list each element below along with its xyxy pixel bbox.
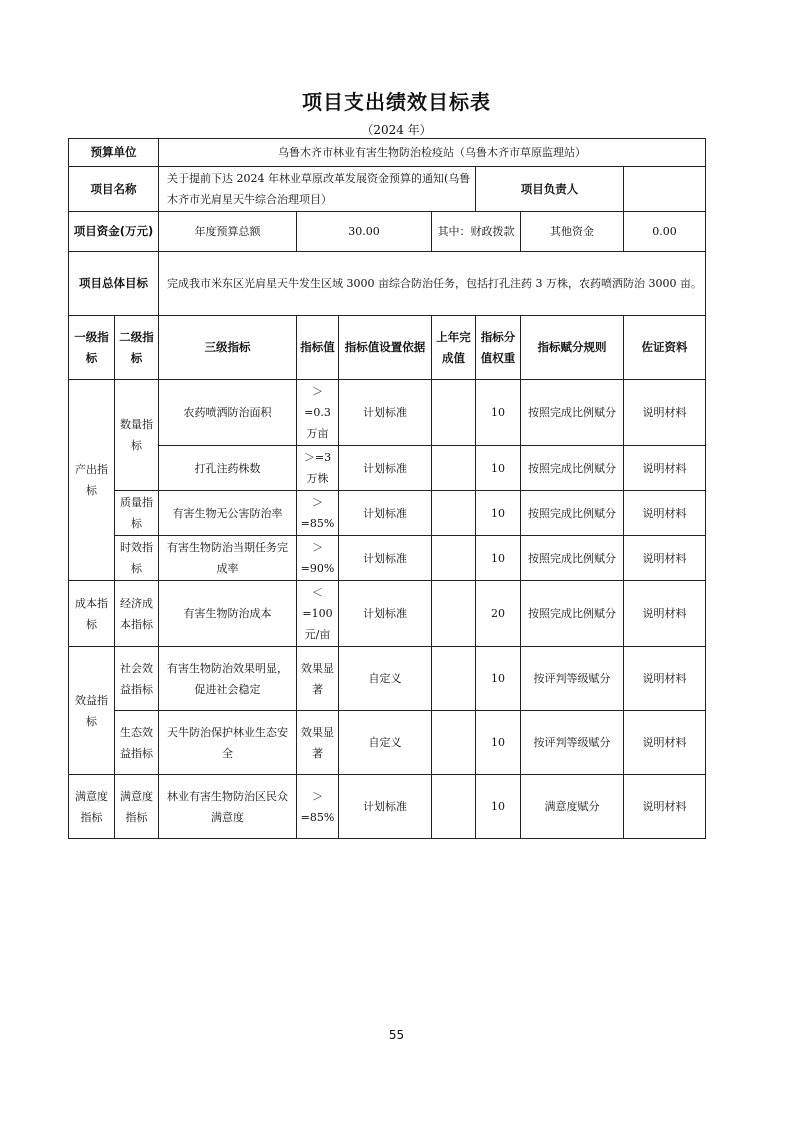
table-row [69,491,706,536]
indicator-last-year [432,536,476,581]
annual-budget-label: 年度预算总额 [159,212,297,252]
indicator-evidence: 说明材料 [624,581,706,647]
indicator-basis: 计划标准 [339,446,432,491]
indicator-rule: 按照完成比例赋分 [521,491,624,536]
indicator-target: ＞=85% [297,491,339,536]
group-benefit: 效益指标 [69,647,115,775]
indicator-rule: 按评判等级赋分 [521,647,624,711]
header-target: 指标值 [297,316,339,380]
indicator-rule: 按照完成比例赋分 [521,536,624,581]
project-name-label: 项目名称 [69,167,159,212]
group-timeliness: 时效指标 [115,536,159,581]
indicator-target: ＞=85% [297,775,339,839]
indicator-basis: 计划标准 [339,581,432,647]
indicator-name: 林业有害生物防治区民众满意度 [159,775,297,839]
page-title: 项目支出绩效目标表 [302,90,491,114]
table-row [69,581,706,647]
other-funds-label: 其他资金 [521,212,624,252]
project-funds-label: 项目资金(万元) [69,212,159,252]
indicator-evidence: 说明材料 [624,647,706,711]
indicator-basis: 计划标准 [339,536,432,581]
table-row [69,647,706,711]
group-satisfaction: 满意度指标 [69,775,115,839]
table-row [69,446,706,491]
group-output: 产出指标 [69,380,115,581]
header-l3: 三级指标 [159,316,297,380]
indicator-basis: 自定义 [339,711,432,775]
project-lead-value [624,167,706,212]
indicator-last-year [432,647,476,711]
indicator-last-year [432,581,476,647]
indicator-target: ＜=100元/亩 [297,581,339,647]
indicator-last-year [432,775,476,839]
indicator-weight: 10 [476,380,521,446]
table-row [69,775,706,839]
group-econ-cost: 经济成本指标 [115,581,159,647]
performance-target-table [68,138,706,839]
year-label: （2024 年） [361,123,432,137]
budget-unit-label: 预算单位 [69,139,159,167]
indicator-rule: 按评判等级赋分 [521,711,624,775]
indicator-name: 有害生物无公害防治率 [159,491,297,536]
indicator-name: 天牛防治保护林业生态安全 [159,711,297,775]
header-evidence: 佐证资料 [624,316,706,380]
indicator-weight: 10 [476,491,521,536]
header-last-year: 上年完成值 [432,316,476,380]
group-quantity: 数量指标 [115,380,159,491]
group-cost: 成本指标 [69,581,115,647]
indicator-name: 打孔注药株数 [159,446,297,491]
fiscal-label: 其中：财政拨款 [432,212,521,252]
indicator-name: 有害生物防治成本 [159,581,297,647]
table-row [69,536,706,581]
annual-budget-value: 30.00 [297,212,432,252]
indicator-rule: 按照完成比例赋分 [521,446,624,491]
table-row [69,711,706,775]
indicator-target: ＞=0.3万亩 [297,380,339,446]
indicator-last-year [432,380,476,446]
indicator-weight: 10 [476,711,521,775]
indicator-name: 有害生物防治当期任务完成率 [159,536,297,581]
indicator-weight: 10 [476,536,521,581]
indicator-basis: 计划标准 [339,491,432,536]
indicator-basis: 自定义 [339,647,432,711]
indicator-evidence: 说明材料 [624,536,706,581]
indicator-evidence: 说明材料 [624,446,706,491]
indicator-rule: 按照完成比例赋分 [521,380,624,446]
indicator-rule: 按照完成比例赋分 [521,581,624,647]
indicator-rule: 满意度赋分 [521,775,624,839]
indicator-target: ＞=3万株 [297,446,339,491]
group-social: 社会效益指标 [115,647,159,711]
indicator-evidence: 说明材料 [624,380,706,446]
table-row [69,380,706,446]
group-eco: 生态效益指标 [115,711,159,775]
indicator-basis: 计划标准 [339,775,432,839]
header-l1: 一级指标 [69,316,115,380]
indicator-weight: 10 [476,446,521,491]
indicator-evidence: 说明材料 [624,491,706,536]
overall-goal-label: 项目总体目标 [69,252,159,316]
header-l2: 二级指标 [115,316,159,380]
indicator-last-year [432,446,476,491]
header-rule: 指标赋分规则 [521,316,624,380]
indicator-last-year [432,711,476,775]
overall-goal-value: 完成我市米东区光肩星天牛发生区域 3000 亩综合防治任务，包括打孔注药 3 万株，农药喷洒防治 3000 亩。 [159,252,706,316]
indicator-target: ＞=90% [297,536,339,581]
group-quality: 质量指标 [115,491,159,536]
indicator-evidence: 说明材料 [624,775,706,839]
indicator-name: 农药喷洒防治面积 [159,380,297,446]
indicator-weight: 10 [476,647,521,711]
group-satisfaction-2: 满意度指标 [115,775,159,839]
indicator-last-year [432,491,476,536]
indicator-weight: 20 [476,581,521,647]
page-number: 55 [388,1028,405,1042]
project-lead-label: 项目负责人 [476,167,624,212]
indicator-basis: 计划标准 [339,380,432,446]
indicator-target: 效果显著 [297,647,339,711]
header-weight: 指标分值权重 [476,316,521,380]
indicator-weight: 10 [476,775,521,839]
other-funds-value: 0.00 [624,212,706,252]
indicator-target: 效果显著 [297,711,339,775]
indicator-name: 有害生物防治效果明显，促进社会稳定 [159,647,297,711]
indicator-evidence: 说明材料 [624,711,706,775]
project-name-value: 关于提前下达 2024 年林业草原改革发展资金预算的通知(乌鲁木齐市光肩星天牛综合治理项目） [159,167,476,212]
budget-unit-value: 乌鲁木齐市林业有害生物防治检疫站（乌鲁木齐市草原监理站） [159,139,706,167]
header-basis: 指标值设置依据 [339,316,432,380]
